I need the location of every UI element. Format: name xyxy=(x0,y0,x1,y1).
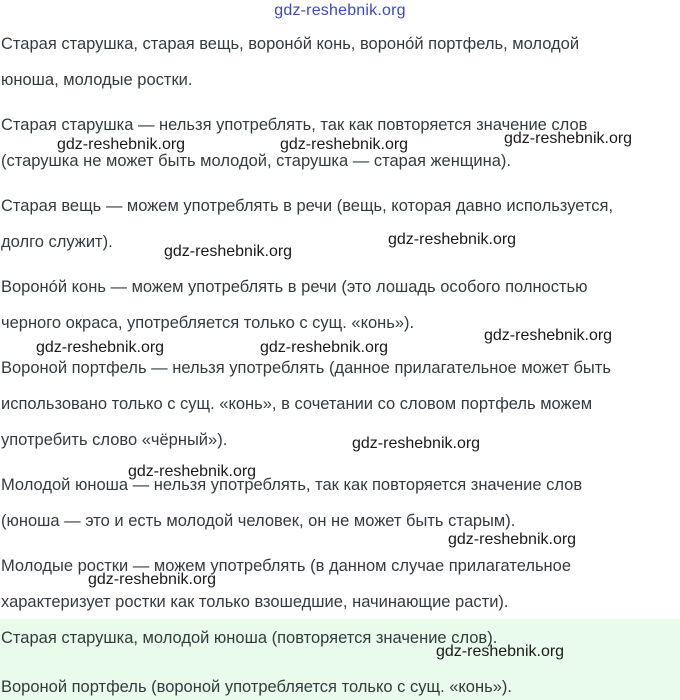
watermark: gdz-reshebnik.org xyxy=(88,571,217,588)
text-line: использовано только с сущ. «конь», в сочетании со словом портфель можем xyxy=(1,395,593,413)
text-line: черного окраса, употребляется только с сущ. «конь»). xyxy=(1,314,415,332)
text-line: Старая старушка, старая вещь, воронóй конь, вороно́й портфель, молодой xyxy=(1,35,580,53)
answer-line: Вороной портфель (вороной употребляется только с сущ. «конь»). xyxy=(1,678,512,696)
watermark: gdz-reshebnik.org xyxy=(448,531,577,548)
text-line: юноша, молодые ростки. xyxy=(1,71,193,89)
text-line: характеризует ростки как только взошедшие, начинающие расти). xyxy=(1,593,509,611)
text-line: Молодой юноша — нельзя употреблять, так как повторяется значение слов xyxy=(1,476,583,494)
watermark: gdz-reshebnik.org xyxy=(352,435,481,452)
watermark: gdz-reshebnik.org xyxy=(260,339,389,356)
watermark: gdz-reshebnik.org xyxy=(504,130,633,147)
watermark: gdz-reshebnik.org xyxy=(436,643,565,660)
watermark: gdz-reshebnik.org xyxy=(164,243,293,260)
answer-line: Старая старушка, молодой юноша (повторяется значение слов). xyxy=(1,629,498,647)
site-header-link[interactable]: gdz-reshebnik.org xyxy=(274,2,406,19)
watermark: gdz-reshebnik.org xyxy=(57,136,186,153)
watermark: gdz-reshebnik.org xyxy=(388,231,517,248)
text-line: (старушка не может быть молодой, старушка — старая женщина). xyxy=(1,152,512,170)
text-line: употребить слово «чёрный»). xyxy=(1,431,228,449)
text-line: Старая старушка — нельзя употреблять, так как повторяется значение слов xyxy=(1,116,588,134)
watermark: gdz-reshebnik.org xyxy=(484,327,613,344)
text-line: (юноша — это и есть молодой человек, он не может быть старым). xyxy=(1,512,516,530)
watermark: gdz-reshebnik.org xyxy=(128,463,257,480)
text-line: Вороной портфель — нельзя употреблять (данное прилагательное может быть xyxy=(1,359,611,377)
watermark: gdz-reshebnik.org xyxy=(280,136,409,153)
text-line: Молодые ростки — можем употреблять (в данном случае прилагательное xyxy=(1,557,572,575)
text-line: Воронóй конь — можем употреблять в речи (это лошадь особого полностью xyxy=(1,278,588,296)
text-line: долго служит). xyxy=(1,233,113,251)
text-line: Старая вещь — можем употреблять в речи (вещь, которая давно используется, xyxy=(1,197,614,215)
watermark: gdz-reshebnik.org xyxy=(36,339,165,356)
